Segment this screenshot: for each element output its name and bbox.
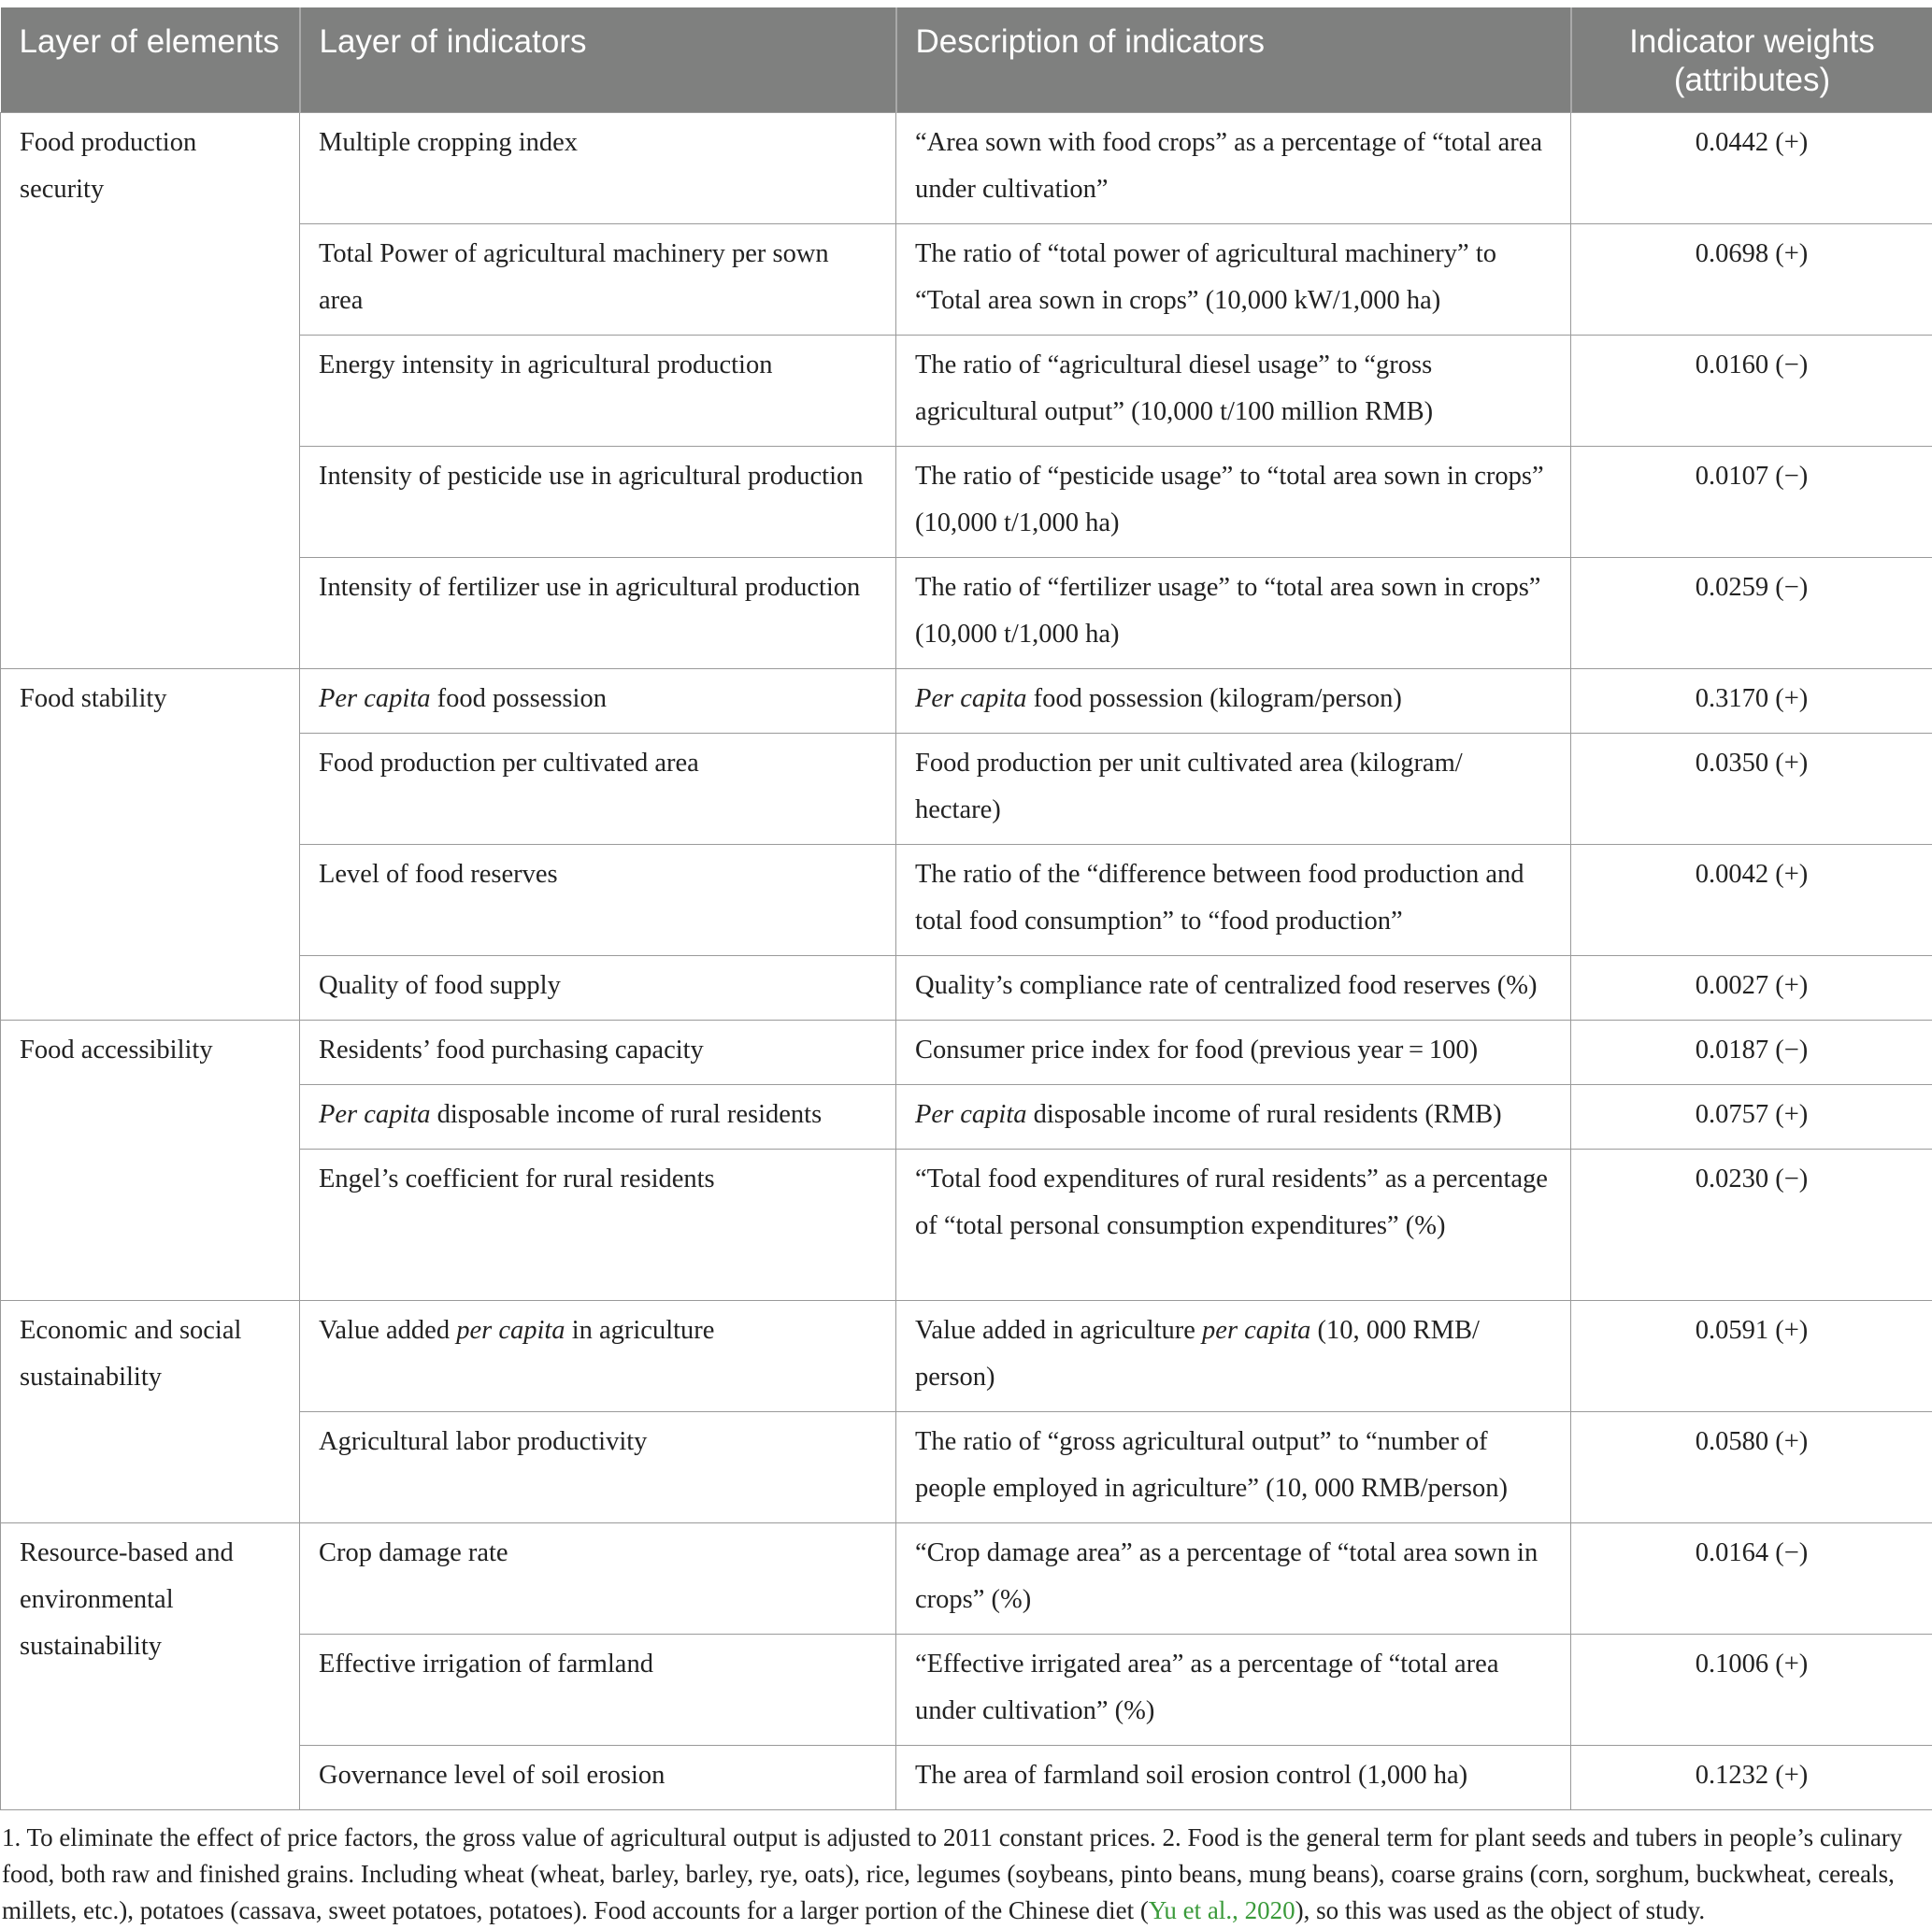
description-cell xyxy=(896,1085,1571,1150)
table-footnote xyxy=(0,1810,1931,1929)
header-weights: Indicator weights (attributes) xyxy=(1571,7,1932,113)
header-layer-of-indicators: Layer of indicators xyxy=(300,7,896,113)
weight-cell: 0.0350 (+) xyxy=(1571,734,1932,845)
italic-text: per capita xyxy=(456,1316,565,1345)
italic-text: Per capita xyxy=(915,684,1027,713)
italic-text: Per capita xyxy=(319,1100,431,1129)
weight-cell: 0.0027 (+) xyxy=(1571,956,1932,1021)
description-cell: The ratio of the “difference between food production and total food consumption” to “food production” xyxy=(896,845,1571,956)
description-cell: The ratio of “pesticide usage” to “total area sown in crops” (10,000 t/1,000 ha) xyxy=(896,447,1571,558)
table-row xyxy=(1,1021,1932,1085)
header-description: Description of indicators xyxy=(896,7,1571,113)
indicator-text: in agriculture xyxy=(565,1316,715,1345)
weight-cell: 0.0580 (+) xyxy=(1571,1412,1932,1523)
indicator-cell xyxy=(300,1301,896,1412)
description-cell: The ratio of “fertilizer usage” to “total area sown in crops” (10,000 t/1,000 ha) xyxy=(896,558,1571,669)
description-text: disposable income of rural residents (RMB) xyxy=(1027,1100,1502,1129)
description-cell: The ratio of “agricultural diesel usage” to “gross agricultural output” (10,000 t/100 million RMB) xyxy=(896,336,1571,447)
italic-text: Per capita xyxy=(319,684,431,713)
table-row xyxy=(1,113,1932,224)
weight-cell: 0.3170 (+) xyxy=(1571,669,1932,734)
weight-cell: 0.0698 (+) xyxy=(1571,224,1932,336)
description-cell: Food production per unit cultivated area (kilogram/ hectare) xyxy=(896,734,1571,845)
description-cell: “Crop damage area” as a percentage of “total area sown in crops” (%) xyxy=(896,1523,1571,1635)
indicator-cell xyxy=(300,669,896,734)
table-body xyxy=(1,113,1932,1810)
table-row xyxy=(1,1523,1932,1635)
weight-cell: 0.1006 (+) xyxy=(1571,1635,1932,1746)
weight-cell: 0.0107 (−) xyxy=(1571,447,1932,558)
footnote-text-end: ), so this was used as the object of study. xyxy=(1295,1896,1705,1924)
element-cell: Resource-based and environmental sustainability xyxy=(1,1523,300,1810)
description-cell: “Total food expenditures of rural residents” as a percentage of “total personal consumption expenditures” (%) xyxy=(896,1150,1571,1301)
weight-cell: 0.0230 (−) xyxy=(1571,1150,1932,1301)
weight-cell: 0.0042 (+) xyxy=(1571,845,1932,956)
indicator-cell: Quality of food supply xyxy=(300,956,896,1021)
element-cell: Food stability xyxy=(1,669,300,1021)
table-row xyxy=(1,669,1932,734)
element-cell: Food production security xyxy=(1,113,300,669)
weight-cell: 0.0591 (+) xyxy=(1571,1301,1932,1412)
indicator-cell: Effective irrigation of farmland xyxy=(300,1635,896,1746)
weight-cell: 0.0187 (−) xyxy=(1571,1021,1932,1085)
header-layer-of-elements: Layer of elements xyxy=(1,7,300,113)
element-cell: Economic and social sustainability xyxy=(1,1301,300,1523)
description-cell: “Area sown with food crops” as a percentage of “total area under cultivation” xyxy=(896,113,1571,224)
description-cell: “Effective irrigated area” as a percentage of “total area under cultivation” (%) xyxy=(896,1635,1571,1746)
description-cell: Consumer price index for food (previous year = 100) xyxy=(896,1021,1571,1085)
description-cell: The area of farmland soil erosion control (1,000 ha) xyxy=(896,1746,1571,1810)
description-text: Value added in agriculture xyxy=(915,1316,1202,1345)
citation-link[interactable]: Yu et al., 2020 xyxy=(1149,1896,1295,1924)
description-cell xyxy=(896,669,1571,734)
indicator-cell: Energy intensity in agricultural production xyxy=(300,336,896,447)
indicator-text: Value added xyxy=(319,1316,456,1345)
indicator-cell: Level of food reserves xyxy=(300,845,896,956)
weight-cell: 0.0757 (+) xyxy=(1571,1085,1932,1150)
indicator-cell: Intensity of pesticide use in agricultural production xyxy=(300,447,896,558)
footnote-text: 1. To eliminate the effect of price factors, the gross value of agricultural output is adjusted to 2011 constant prices. 2. Food is the general term for plant seeds and tubers in people’s culinary food, both raw and finished grains. Including wheat (wheat, barley, barley, rye, oats), rice, legumes (soybeans, pinto beans, mung beans), coarse grains (corn, sorghum, buckwheat, cereals, millets, etc.), potatoes (cassava, sweet potatoes, potatoes). Food accounts for a larger portion of the Chinese diet ( xyxy=(2,1823,1902,1924)
description-text: (10, 000 RMB/ person) xyxy=(915,1316,1480,1392)
weight-cell: 0.0442 (+) xyxy=(1571,113,1932,224)
weight-cell: 0.0164 (−) xyxy=(1571,1523,1932,1635)
italic-text: Per capita xyxy=(915,1100,1027,1129)
indicator-table xyxy=(0,7,1932,1810)
indicator-cell: Agricultural labor productivity xyxy=(300,1412,896,1523)
element-cell: Food accessibility xyxy=(1,1021,300,1301)
indicator-cell: Residents’ food purchasing capacity xyxy=(300,1021,896,1085)
indicator-cell: Intensity of fertilizer use in agricultural production xyxy=(300,558,896,669)
weight-cell: 0.0160 (−) xyxy=(1571,336,1932,447)
table-row xyxy=(1,1301,1932,1412)
weight-cell: 0.1232 (+) xyxy=(1571,1746,1932,1810)
indicator-cell: Multiple cropping index xyxy=(300,113,896,224)
indicator-cell: Crop damage rate xyxy=(300,1523,896,1635)
table-container xyxy=(0,7,1932,1929)
description-cell xyxy=(896,1301,1571,1412)
description-cell: The ratio of “gross agricultural output” to “number of people employed in agriculture” (10, 000 RMB/person) xyxy=(896,1412,1571,1523)
description-cell: Quality’s compliance rate of centralized food reserves (%) xyxy=(896,956,1571,1021)
weight-cell: 0.0259 (−) xyxy=(1571,558,1932,669)
indicator-cell: Food production per cultivated area xyxy=(300,734,896,845)
indicator-text: disposable income of rural residents xyxy=(431,1100,823,1129)
indicator-cell: Governance level of soil erosion xyxy=(300,1746,896,1810)
italic-text: per capita xyxy=(1202,1316,1310,1345)
description-cell: The ratio of “total power of agricultural machinery” to “Total area sown in crops” (10,000 kW/1,000 ha) xyxy=(896,224,1571,336)
table-header xyxy=(1,7,1932,113)
indicator-cell: Total Power of agricultural machinery per sown area xyxy=(300,224,896,336)
description-text: food possession (kilogram/person) xyxy=(1027,684,1402,713)
indicator-text: food possession xyxy=(431,684,607,713)
header-row xyxy=(1,7,1932,113)
indicator-cell xyxy=(300,1085,896,1150)
indicator-cell: Engel’s coefficient for rural residents xyxy=(300,1150,896,1301)
